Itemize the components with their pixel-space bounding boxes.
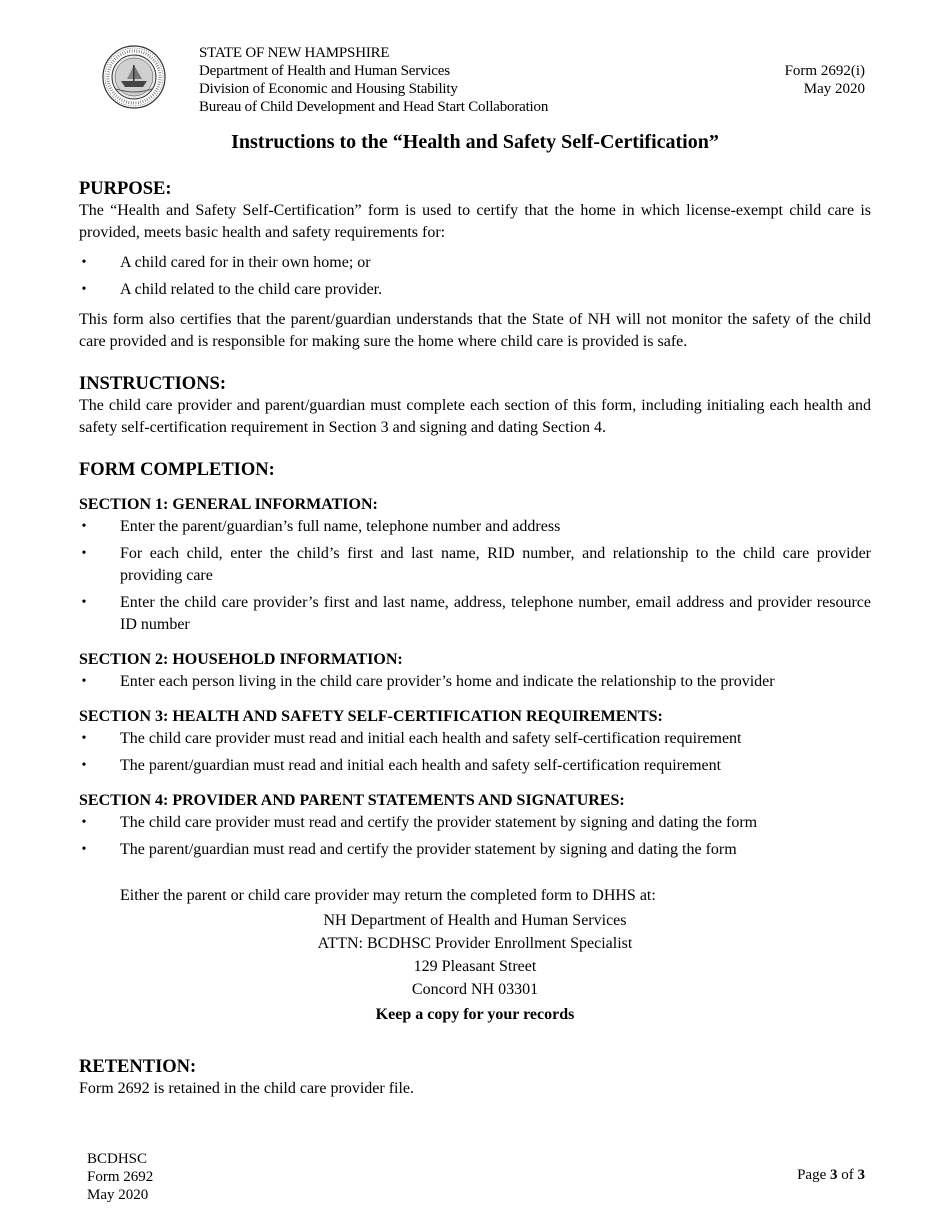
document-body [79,178,871,1100]
agency-line: Bureau of Child Development and Head Start Collaboration [199,99,549,115]
instructions-heading: INSTRUCTIONS: [79,374,227,394]
section-2-heading: SECTION 2: HOUSEHOLD INFORMATION: [79,651,403,668]
section-3-heading: SECTION 3: HEALTH AND SAFETY SELF-CERTIFICATION REQUIREMENTS: [79,708,663,725]
bullet-icon: • [81,815,87,830]
retention-text: Form 2692 is retained in the child care provider file. [79,1080,415,1097]
purpose-heading: PURPOSE: [79,179,172,199]
address-line: 129 Pleasant Street [413,958,537,975]
return-address [79,909,871,1001]
purpose-bullet-list [79,252,871,301]
form-identifier [785,62,865,98]
agency-line: Division of Economic and Housing Stability [199,81,458,97]
agency-header [199,44,548,116]
bullet-icon: • [81,674,87,689]
keep-copy-note: Keep a copy for your records [375,1006,575,1023]
bullet-icon: • [81,519,87,534]
list-item: • The parent/guardian must read and certify the provider statement by signing and dating the form [79,839,871,861]
list-item: • A child cared for in their own home; or [79,252,871,274]
list-item: • Enter the child care provider’s first and last name, address, telephone number, email address and provider resource ID number [79,592,871,636]
form-number: Form 2692(i) [784,63,865,79]
bullet-icon: • [81,255,87,270]
page-number: Page 3 of 3 [797,1167,865,1183]
bullet-icon: • [81,546,87,561]
document-title: Instructions to the “Health and Safety Self-Certification” [231,131,719,153]
bullet-icon: • [81,595,87,610]
footer-line: BCDHSC [87,1151,148,1167]
bullet-icon: • [81,758,87,773]
footer-line: Form 2692 [87,1169,154,1185]
retention-heading: RETENTION: [79,1057,197,1077]
section-4-heading: SECTION 4: PROVIDER AND PARENT STATEMENTS AND SIGNATURES: [79,792,625,809]
list-item: • The parent/guardian must read and initial each health and safety self-certification requirement [79,755,871,777]
section-2-list [79,671,871,693]
agency-line: Department of Health and Human Services [199,63,450,79]
list-item: • Enter each person living in the child care provider’s home and indicate the relationship to the provider [79,671,871,693]
section-1-heading: SECTION 1: GENERAL INFORMATION: [79,496,378,513]
form-date: May 2020 [803,81,865,97]
address-line: NH Department of Health and Human Services [323,912,627,929]
list-item: • For each child, enter the child’s first and last name, RID number, and relationship to the child care provider providing care [79,543,871,587]
list-item: • A child related to the child care provider. [79,279,871,301]
bullet-icon: • [81,842,87,857]
section-4-list [79,812,871,861]
state-seal-logo [102,45,166,109]
section-1-list [79,516,871,636]
list-item: • Enter the parent/guardian’s full name, telephone number and address [79,516,871,538]
form-completion-heading: FORM COMPLETION: [79,460,275,480]
purpose-intro: The “Health and Safety Self-Certification” form is used to certify that the home in which license-exempt child care is provided, meets basic health and safety requirements for: [79,202,871,241]
instructions-text: The child care provider and parent/guardian must complete each section of this form, including initialing each health and safety self-certification requirement in Section 3 and signing and dating Section 4. [79,397,871,436]
section-3-list [79,728,871,777]
address-line: Concord NH 03301 [411,981,539,998]
address-line: ATTN: BCDHSC Provider Enrollment Specialist [317,935,633,952]
list-item: • The child care provider must read and initial each health and safety self-certification requirement [79,728,871,750]
bullet-icon: • [81,282,87,297]
purpose-closing: This form also certifies that the parent/guardian understands that the State of NH will not monitor the safety of the child care provided and is responsible for making sure the home where child care is provided is safe. [79,311,871,350]
footer-line: May 2020 [87,1187,149,1203]
return-intro: Either the parent or child care provider may return the completed form to DHHS at: [120,887,656,904]
bullet-icon: • [81,731,87,746]
list-item: • The child care provider must read and certify the provider statement by signing and dating the form [79,812,871,834]
footer-left [87,1150,153,1204]
agency-line: STATE OF NEW HAMPSHIRE [199,45,390,61]
